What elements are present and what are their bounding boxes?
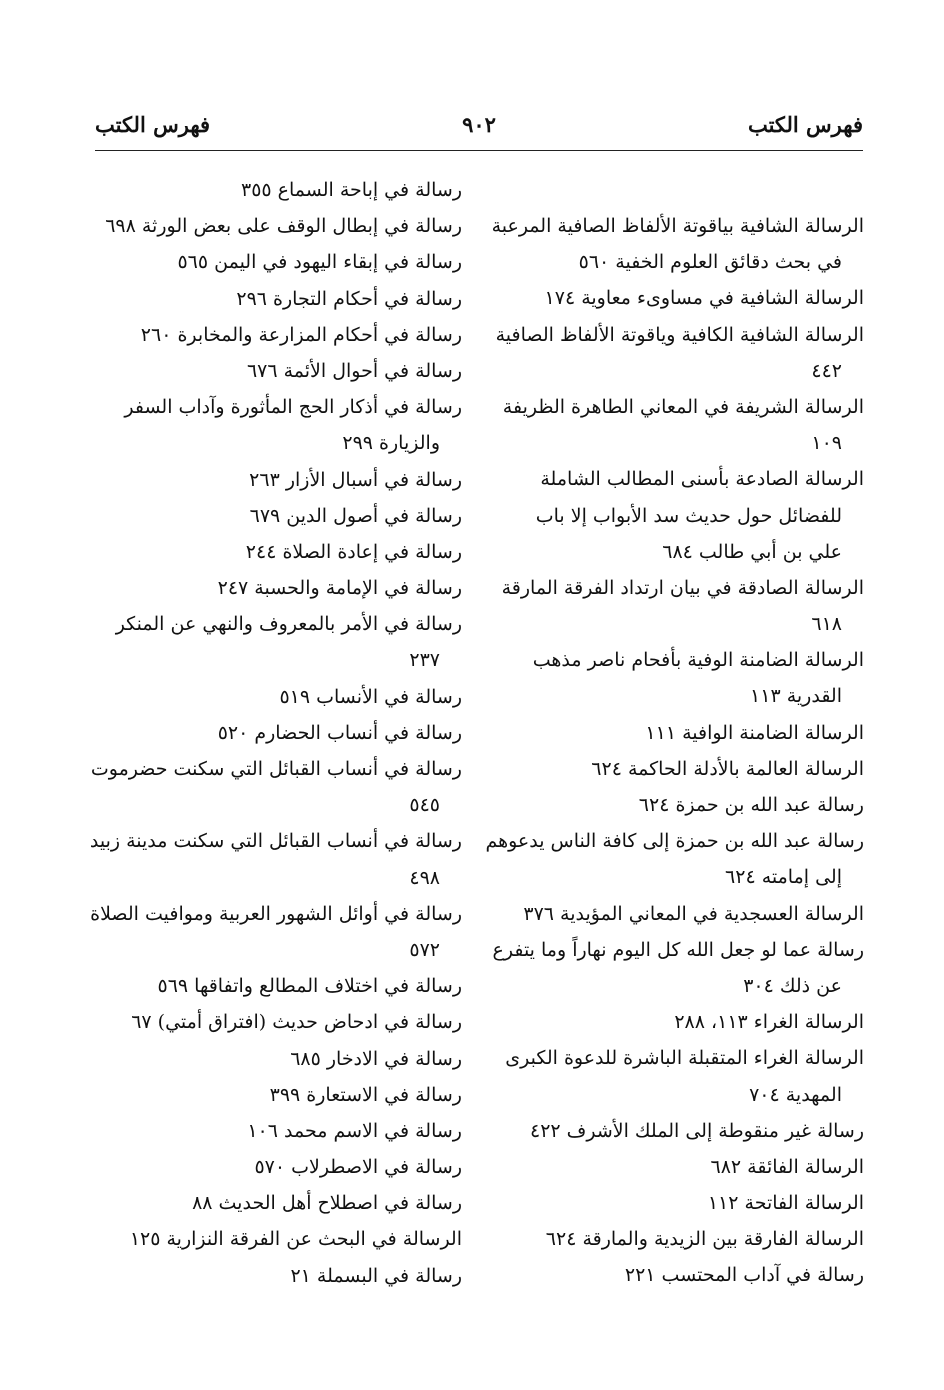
index-entry: رسالة في اصطلاح أهل الحديث ٨٨ — [192, 1192, 462, 1215]
page-header — [95, 105, 863, 151]
index-entry-continuation: القدرية ١١٣ — [750, 685, 842, 708]
index-entry: الرسالة الغراء ١١٣، ٢٨٨ — [674, 1011, 864, 1034]
index-entry: رسالة في أوائل الشهور العربية وموافيت الصلاة — [90, 902, 462, 925]
index-entry: الرسالة الشافية بياقوتة الألفاظ الصافية المرعبة — [491, 215, 864, 237]
index-entry: رسالة في اختلاف المطالع واتفاقها ٥٦٩ — [157, 975, 462, 998]
index-entry-continuation: في بحث دقائق العلوم الخفية ٥٦٠ — [578, 251, 842, 274]
index-entry-continuation: ٤٤٢ — [811, 359, 842, 382]
index-entry: رسالة عبد الله بن حمزة إلى كافة الناس يدعوهم — [485, 830, 864, 853]
index-entry: رسالة عبد الله بن حمزة ٦٢٤ — [638, 794, 864, 816]
index-entry: رسالة عما لو جعل الله كل اليوم نهاراً وما يتفرع — [492, 938, 864, 961]
index-entry-continuation: ١٠٩ — [811, 432, 842, 455]
index-entry: الرسالة العالمة بالأدلة الحاكمة ٦٢٤ — [591, 757, 864, 780]
index-entry: رسالة غير منقوطة إلى الملك الأشرف ٤٢٢ — [530, 1119, 864, 1142]
index-entry: الرسالة الضامنة الوفية بأفحام ناصر مذهب — [532, 649, 864, 672]
index-entry: رسالة في أسبال الأزار ٢٦٣ — [249, 468, 462, 491]
index-entry: الرسالة الفائقة ٦٨٢ — [710, 1155, 864, 1178]
index-entry: رسالة في الاسم محمد ١٠٦ — [247, 1119, 462, 1142]
index-entry: رسالة في إبقاء اليهود في اليمن ٥٦٥ — [177, 251, 462, 274]
index-entry: رسالة في أحكام المزارعة والمخابرة ٢٦٠ — [140, 323, 462, 346]
index-entry: رسالة في أذكار الحج المأثورة وآداب السفر — [124, 396, 462, 419]
running-title-right: فهرس الكتب — [747, 112, 863, 137]
index-entry-continuation: والزيارة ٢٩٩ — [342, 432, 440, 455]
index-entry: رسالة في أنساب القبائل التي سكنت حضرموت — [90, 758, 462, 780]
index-entry: رسالة في أحكام التجارة ٢٩٦ — [236, 287, 462, 310]
index-entry: رسالة في آداب المحتسب ٢٢١ — [624, 1264, 864, 1287]
index-column-left — [82, 172, 462, 1294]
index-entry: الرسالة الصادعة بأسنى المطالب الشاملة — [540, 468, 864, 491]
index-entry: رسالة في أنساب القبائل التي سكنت مدينة زبيد — [89, 830, 462, 853]
index-entry: الرسالة الشافية في مساوىء معاوية ١٧٤ — [544, 287, 864, 310]
index-entry: الرسالة الفاتحة ١١٢ — [707, 1192, 864, 1215]
index-entry: الرسالة في البحث عن الفرقة النزارية ١٢٥ — [129, 1228, 462, 1251]
index-column-right — [484, 208, 864, 1294]
index-entry: رسالة في إباحة السماع ٣٥٥ — [241, 179, 462, 201]
index-entry: رسالة في أصول الدين ٦٧٩ — [249, 504, 462, 527]
index-entry: الرسالة العسجدية في المعاني المؤيدية ٣٧٦ — [523, 902, 864, 925]
index-entry: الرسالة الشريفة في المعاني الطاهرة الظريفة — [502, 395, 864, 418]
index-entry: الرسالة الغراء المتقبلة الباشرة للدعوة الكبرى — [505, 1047, 864, 1070]
index-entry-continuation: ٥٧٢ — [409, 938, 440, 961]
index-entry: رسالة في إعادة الصلاة ٢٤٤ — [245, 540, 462, 563]
index-entry-continuation: ٢٣٧ — [409, 649, 440, 672]
index-entry: رسالة في أحوال الأئمة ٦٧٦ — [246, 359, 462, 382]
index-entry: الرسالة الضامنة الوافية ١١١ — [645, 721, 864, 744]
index-entry: الرسالة الفارقة بين الزيدية والمارقة ٦٢٤ — [545, 1228, 864, 1251]
running-title-left: فهرس الكتب — [95, 112, 211, 137]
index-entry-continuation: ٥٤٥ — [409, 794, 440, 817]
index-entry-continuation: علي بن أبي طالب ٦٨٤ — [662, 540, 842, 563]
index-entry-continuation: للفضائل حول حديث سد الأبواب إلا باب — [535, 504, 842, 527]
index-entry-continuation: ٦١٨ — [811, 613, 842, 636]
index-entry: رسالة في البسملة ٢١ — [290, 1264, 462, 1287]
index-entry: رسالة في الأنساب ٥١٩ — [279, 685, 462, 708]
index-entry: رسالة في الاصطرلاب ٥٧٠ — [254, 1156, 462, 1179]
index-entry: رسالة في أنساب الحضارم ٥٢٠ — [217, 721, 462, 744]
index-entry: رسالة في الاستعارة ٣٩٩ — [269, 1083, 462, 1106]
index-entry: رسالة في إبطال الوقف على بعض الورثة ٦٩٨ — [105, 215, 462, 238]
index-entry: الرسالة الصادقة في بيان ارتداد الفرقة المارقة — [501, 576, 864, 599]
index-entry: رسالة في الادخار ٦٨٥ — [290, 1047, 462, 1070]
index-entry-continuation: عن ذلك ٣٠٤ — [743, 974, 842, 997]
index-entry: رسالة في الإمامة والحسبة ٢٤٧ — [217, 577, 462, 600]
index-entry-continuation: المهدية ٧٠٤ — [749, 1083, 842, 1106]
index-entry: رسالة في الأمر بالمعروف والنهي عن المنكر — [115, 613, 462, 636]
index-entry: الرسالة الشافية الكافية وياقوتة الألفاظ الصافية — [495, 323, 864, 346]
page-number: ٩٠٢ — [462, 112, 496, 137]
index-entry-continuation: ٤٩٨ — [409, 866, 440, 889]
header-rule — [95, 150, 863, 151]
index-entry-continuation: إلى إمامته ٦٢٤ — [725, 866, 842, 889]
index-entry: رسالة في ادحاض حديث (افتراق أمتي) ٦٧ — [131, 1011, 462, 1034]
